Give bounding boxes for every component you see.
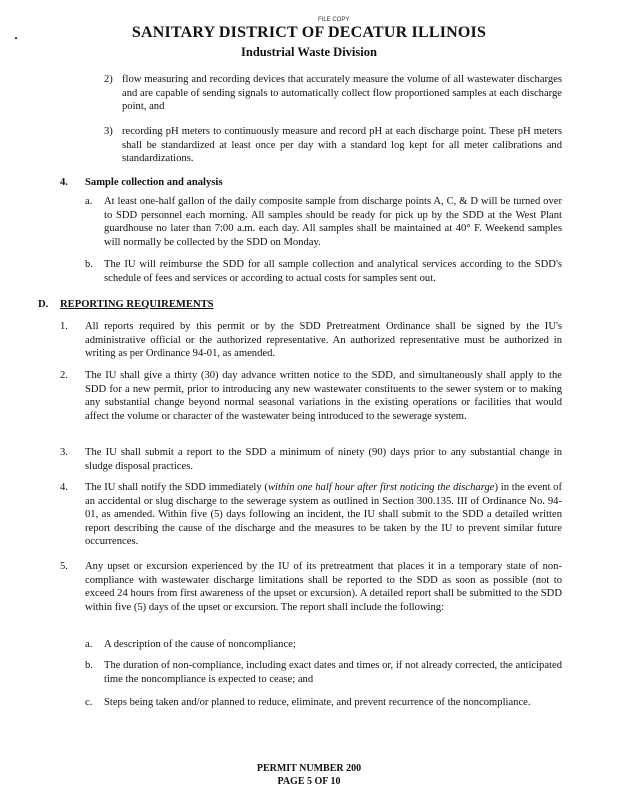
list-item-text: Steps being taken and/or planned to reduce, eliminate, and prevent recurrence of the noncompliance. xyxy=(104,697,531,708)
section-letter: D. xyxy=(38,299,49,310)
page-title: SANITARY DISTRICT OF DECATUR ILLINOIS xyxy=(131,24,487,41)
list-item-label: 5. xyxy=(60,561,68,572)
list-item-label: a. xyxy=(85,196,93,207)
list-item-text: flow measuring and recording devices that accurately measure the volume of all wastewater discharges and are capable of sending signals to automatically collect flow proportioned samples at each discharge point, and xyxy=(122,74,562,113)
text-run-italic: within one half hour after first noticing the discharge xyxy=(267,482,495,493)
list-item-label: 1. xyxy=(60,321,68,332)
list-item-text: Any upset or excursion experienced by the IU of its pretreatment that places it in a temporary state of non-compliance with wastewater discharge limitations shall be reported to the SDD as soon as possible (not to exceed 24 hours from first awareness of the upset or excursion). A detailed report shall be submitted to the SDD within five (5) days of the upset or excursion. The report shall include the following: xyxy=(85,561,562,613)
list-item-label: 4. xyxy=(60,482,68,493)
list-item-label: a. xyxy=(85,639,93,650)
list-item-text: The IU shall submit a report to the SDD a minimum of ninety (90) days prior to any substantial change in sludge disposal practices. xyxy=(85,447,562,472)
list-item-text: The IU will reimburse the SDD for all sample collection and analytical services according to the SDD's schedule of fees and services or according to actual costs for samples sent out. xyxy=(104,259,562,284)
list-item-text: The duration of non-compliance, including exact dates and times or, if not already corrected, the anticipated time the noncompliance is expected to cease; and xyxy=(104,660,562,685)
list-item-text: A description of the cause of noncompliance; xyxy=(104,639,296,650)
text-run: The IU shall notify the SDD immediately ( xyxy=(85,482,268,493)
list-item-label: c. xyxy=(85,697,93,708)
text-run: ) in the event of an accidental or slug discharge to the sewerage system as outlined in Section 300.135. III of Ordinance No. 94-01, as amended. Within five (5) days following an incident, the IU shall submit to the SDD a detailed written report describing the cause of the discharge and the measures to be taken by the IU to prevent similar future occurrences. xyxy=(85,482,562,548)
file-stamp: FILE COPY xyxy=(318,17,350,23)
list-item-text: At least one-half gallon of the daily composite sample from discharge points A, C, & D will be turned over to SDD personnel each morning. All samples should be ready for pick up by the SDD at the West Plant guardhouse no later than 7:00 a.m. each day. All samples shall be maintained at 40° F. Weekend samples will normally be collected by the SDD on Monday. xyxy=(104,196,562,248)
section-heading: Sample collection and analysis xyxy=(85,177,223,188)
list-item-text xyxy=(85,481,562,549)
page-number: PAGE 5 OF 10 xyxy=(277,776,341,787)
list-item-text: The IU shall give a thirty (30) day advance written notice to the SDD, and simultaneously shall apply to the SDD for a new permit, prior to introducing any new wastewater constituents to the sewer system or to making any substantial change beyond normal seasonal variations in the existing operations or facilities that would affect the volume or character of the wastewater being introduced to the sewerage system. xyxy=(85,370,562,422)
permit-number: PERMIT NUMBER 200 xyxy=(256,763,362,774)
section-number: 4. xyxy=(60,177,68,188)
list-item-label: b. xyxy=(85,660,93,671)
list-item-label: 3. xyxy=(60,447,68,458)
section-heading: REPORTING REQUIREMENTS xyxy=(60,299,214,310)
list-item-label: b. xyxy=(85,259,93,270)
list-item-text: All reports required by this permit or by the SDD Pretreatment Ordinance shall be signed by the IU's administrative official or the authorized representative. An authorized representative must be authorized in writing as per Ordinance 94-01, as amended. xyxy=(85,321,562,360)
list-item-label: 2. xyxy=(60,370,68,381)
list-item-label: 3) xyxy=(104,126,113,137)
list-item-text: recording pH meters to continuously measure and record pH at each discharge point. These pH meters shall be standardized at least once per day with a standard log kept for all meter calibrations and standardizations. xyxy=(122,126,562,165)
list-item-label: 2) xyxy=(104,74,113,85)
page-subtitle: Industrial Waste Division xyxy=(241,45,377,59)
